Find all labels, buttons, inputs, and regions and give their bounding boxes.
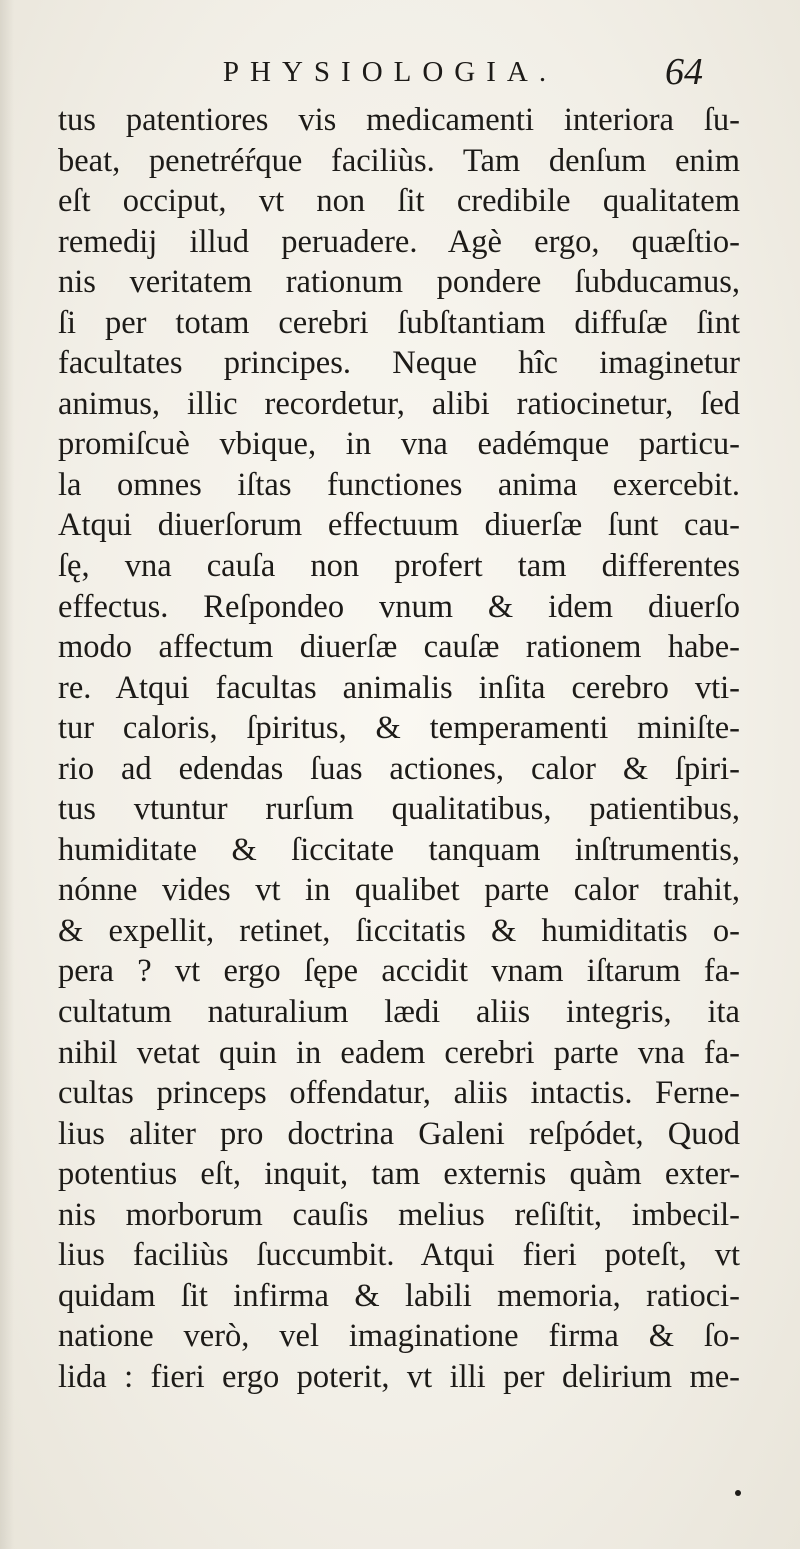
text-line: promiſcuè vbique, in vna eadémque particu- [58,426,740,463]
text-line: nónne vides vt in qualibet parte calor trahit, [58,872,740,909]
text-line: quidam ſit infirma & labili memoria, ratioci- [58,1277,740,1314]
text-line: effectus. Reſpondeo vnum & idem diuerſo [58,588,740,625]
text-line: nis veritatem rationum pondere ſubducamus, [58,264,740,301]
text-line: animus, illic recordetur, alibi ratiocinetur, ſed [58,385,740,422]
text-line: rio ad edendas ſuas actiones, calor & ſpiri- [58,750,740,787]
text-line: tur caloris, ſpiritus, & temperamenti miniſte- [58,710,740,747]
ink-mark [735,1490,741,1496]
text-line: ſi per totam cerebri ſubſtantiam diffuſæ ſint [58,304,740,341]
text-line: Atqui diuerſorum effectuum diuerſæ ſunt cau- [58,507,740,544]
page-header [0,50,800,100]
text-line: & expellit, retinet, ſiccitatis & humiditatis o- [58,912,740,949]
text-line: nis morborum cauſis melius reſiſtit, imbecil- [58,1196,740,1233]
text-line: humiditate & ſiccitate tanquam inſtrumentis, [58,831,740,868]
text-line: facultates principes. Neque hîc imaginetur [58,345,740,382]
text-line: lius faciliùs ſuccumbit. Atqui fieri poteſt, vt [58,1237,740,1274]
text-line: tus vtuntur rurſum qualitatibus, patientibus, [58,791,740,828]
text-line: beat, penetréŕque faciliùs. Tam denſum enim [58,142,740,179]
body-text [58,100,740,1398]
text-line: pera ? vt ergo ſępe accidit vnam iſtarum fa- [58,953,740,990]
text-line: eſt occiput, vt non ſit credibile qualitatem [58,183,740,220]
text-line: ſę, vna cauſa non profert tam differentes [58,548,740,585]
text-line: cultas princeps offendatur, aliis intactis. Ferne- [58,1075,740,1112]
text-line: re. Atqui facultas animalis inſita cerebro vti- [58,669,740,706]
text-line: lida : fieri ergo poterit, vt illi per delirium me- [58,1358,740,1395]
text-line: la omnes iſtas functiones anima exercebit. [58,466,740,503]
text-line: lius aliter pro doctrina Galeni reſpódet, Quod [58,1115,740,1152]
text-line: natione verò, vel imaginatione firma & ſo- [58,1318,740,1355]
text-line: potentius eſt, inquit, tam externis quàm exter- [58,1156,740,1193]
text-line: tus patentiores vis medicamenti interiora ſu- [58,102,740,138]
text-line: modo affectum diuerſæ cauſæ rationem habe- [58,629,740,666]
page-edge-shadow [0,0,14,1549]
page-number: 64 [665,51,703,93]
running-title: PHYSIOLOGIA. [222,56,558,88]
text-line: remedij illud peruadere. Agè ergo, quæſtio- [58,223,740,260]
text-line: nihil vetat quin in eadem cerebri parte vna fa- [58,1034,740,1071]
text-line: cultatum naturalium lædi aliis integris, ita [58,994,740,1031]
